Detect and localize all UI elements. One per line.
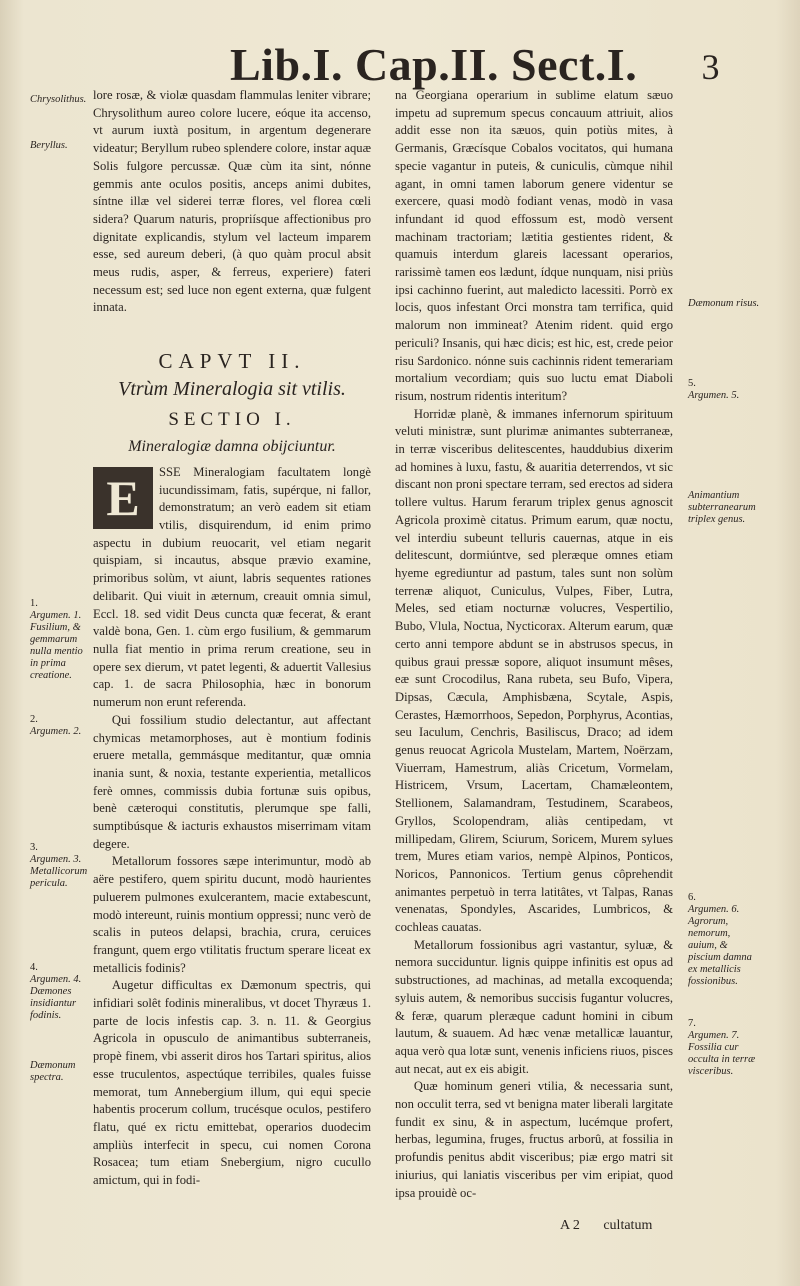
margin-note-left-6: Dæmonum spectra. xyxy=(30,1060,76,1083)
paragraph: Horridæ planè, & immanes infernorum spirituum veluti ministræ, sunt plurimæ animantes subterraneæ, in terræ visceribus delitescentes, hauddubius dixerim ad homines à luxu, fastu, & auaritia deterrendos, vt sic discant non proni spectare terram, sed erectos ad sidera tollere vultus. Harum ferarum triplex genus agnoscit Agricola proximè citatus. Primum earum, quæ noctu, vel interdiu subeunt telluris cauernas, atque in eis delitescunt, dormiúntve, sed pleræque omnes etiam hyeme egrediuntur ad pastum, tales sunt non solùm terrenæ aliquot, Cuniculus, Vulpes, Fiber, Lutra, Meles, sed etiam nocturnæ volucres, Vespertilio, Bubo, Vlula, Noctua, Nycticorax. Alterum earum, quæ certo anni tempore abdunt se in abstrusos specus, in quibus graui pressæ sopore, aliquot insumunt mêses, eæ sunt Crocodilus, Rana rubeta, seu Bufo, Vipera, Dipsas, Cæcula, Amphisbæna, Scytale, Aspis, Cerastes, Hæmorrhoos, Sepedon, Porphyrus, Acontias, seu Iaculum, Cenchris, Basiliscus, Draco; ad idem genus reuocat Agricola Mustelam, Martem, Noërzam, Viuerram, Hamestrum, aliàs Cricetum, Vormelam, Histricem, Vrsum, Lacertam, Chamæleontem, Stellionem, Salamandram, Testudinem, Scarabeos, Gryllos, Scolopendram, aliàs centipedam, vt millipedam, Glirem, Sciurum, Soricem, Murem sylues trem, Mures etiam varios, nempè Alpinos, Ponticos, Noricos, Pannonicos. Tertium genus côprehendit animantes perpetuò in terra latitâtes, vt Talpas, Ranas venenatas, Spondyles, Ascarides, Lumbricos, & cochleas cauatas. xyxy=(395,406,673,935)
chapter-question: Vtrùm Mineralogia sit vtilis. xyxy=(118,377,346,400)
margin-note-right-0: Dæmonum risus. xyxy=(688,298,760,309)
section-heading: SECTIO I. xyxy=(168,408,296,430)
margin-note-left-3: 2. Argumen. 2. xyxy=(30,714,82,737)
margin-note-right-1: 5. Argumen. 5. xyxy=(688,378,740,401)
margin-note-left-5: 4. Argumen. 4. Dæmones insidiantur fodinis. xyxy=(30,962,82,1021)
left-column xyxy=(93,87,371,1190)
signature-mark: A 2 xyxy=(560,1218,580,1233)
paragraph: Augetur difficultas ex Dæmonum spectris, qui infidiari solêt fodinis mineralibus, vt docet Thyræus 1. parte de locis infestis cap. 3. n. 11. & Georgius Agricola in opusculo de animantibus subterraneis, propè finem, vbi asserit diros hos Tartari spiritus, alios esse truculentos, aspectúque terribiles, quales fuisse memorat, tum Annebergium illum, qui equi specie habentis procerum collum, trucésque oculos, pestifero flatu, qué ex rictu emittebat, operarios duodecim ampliùs interfecit in specu, cui nomen Corona Rosacea; tum etiam Snebergium, nigro cucullo amictum, qui in fodi- xyxy=(93,978,371,1188)
paragraph: Qui fossilium studio delectantur, aut affectant chymicas metamorphoses, aut è montium fodinis eruere metalla, gemmásque meditantur, quæ omnia inania sunt, & noxia, testante experientia, metallicos ferè omnes, commissis dubia fortunæ suis opibus, benè cæteroqui constitutis, plerumque spe falli, sumptibúsque & iacturis exhaustos miserrimam vitam degere. xyxy=(93,712,371,851)
paragraph: E SSE Mineralogiam facultatem longè iucundissimam, fatis, supérque, ni fallor, demonstratum; an verò eadem sit etiam vtilis, disquirendum, id enim primo aspectu in dubium reuocarit, vel etiam negarit quispiam, si incautus, absque prævio examine, primoribus solùm, vt aiunt, labris sequentes rationes delibarit. Qui viuit in æternum, creauit omnia simul, Eccl. 18. sed vidit Deus cuncta quæ fecerat, & erant valdè bona, Gen. 1. cùm ergo fusilium, & gemmarum nulla fiat mentio in prima rerum creatione, seu in opere sex dierum, vt patet legenti, & aduertit Vallesius cap. 1. de sacra Philosophia, hæc in bonorum numerum non erunt referenda. xyxy=(93,464,371,710)
margin-note-left-1: Beryllus. xyxy=(30,140,68,151)
margin-note-right-4: 7. Argumen. 7. Fossilia cur occulta in terræ visceribus. xyxy=(688,1018,756,1077)
paragraph: Metallorum fossionibus agri vastantur, syluæ, & nemora succiduntur. lignis quippe infinitis est opus ad substructiones, ad machinas, ad metalla excoquenda; syluis autem, & nemoribus succisis fugantur volucres, & feræ, quarum pleræque cadunt homini in cibum lautum, & suauem. Ad hæc venæ metallicæ lauantur, aqua verò qua lotæ sunt, venenis inficiens riuos, pisces aut necat, aut ex eis abigit. xyxy=(395,937,673,1076)
margin-note-right-2: Animantium subterranearum triplex genus. xyxy=(688,490,756,525)
drop-capital: E xyxy=(93,467,153,529)
page-footer xyxy=(560,1218,730,1234)
running-header xyxy=(230,38,750,91)
margin-note-right-3: 6. Argumen. 6. Agrorum, nemorum, auium, & piscium damna ex metallicis fossionibus. xyxy=(688,892,752,987)
margin-note-left-0: Chrysolithus. xyxy=(30,94,87,105)
header-title: Lib.I. Cap.II. Sect.I. xyxy=(230,39,638,90)
margin-note-left-4: 3. Argumen. 3. Metallicorum pericula. xyxy=(30,842,88,889)
page-number: 3 xyxy=(701,47,720,87)
chapter-heading: CAPVT II. xyxy=(158,349,306,374)
paragraph: na Georgiana operarium in sublime elatum sæuo impetu ad supremum specus concauum attriuit, alios addit esse non ita sæuos, quin potiùs mites, à Germanis, Græcísque Cobalos vocitatos, qui humana specie vagantur in puteis, & cuniculis, cùmque nihil agant, in omni tamen laborum genere videntur se exercere, quasi modò fodiant venas, modò in vasa infundant id quod effossum est, modò versent machinam tractoriam; lætitia gestientes rident, & quamuis interdum glareis lacessant operarios, rarissimè tamen eos lædunt, ídque nunquam, nisi priùs ipsi cachinno fuerint, aut maledicto lacessiti. Porrò ex locis, quos infestant Orci monstra tam terrifica, quid malorum non immineat? Atenim rident. quid ergo periculi? Insanis, qui hæc dicis; est hic, est, crede peior risu Sardonico. nónne suis cachinnis rident temerariam mortalium vecordiam; quis suo luctu emat Diaboli risum, nostrum ridentis interitum? xyxy=(395,88,673,403)
right-column xyxy=(395,87,673,1202)
paragraph: lore rosæ, & violæ quasdam flammulas leniter vibrare; Chrysolithum aureo colore lucere, eóque ita accenso, vt aurum iuxtà positum, in argentum degenerare videatur; Beryllum rubeo splendere colore, instar aquæ Solis fulgore percussæ. Quæ cùm ita sint, nónne gemmis ante oculos positis, anceps animi dubites, síntne illæ vel siderei terræ flores, vel florea cœli sidera? Quarum naturis, propriísque affectionibus pro dignitate explicandis, stylum vel lacteum imparem esse, sed aureum deberi, (à quo quàm procul absit meus rudis, asper, & ferreus, experiere) fateri necessum est; sed luce non egent externa, quæ fulgent innata. xyxy=(93,88,371,315)
paragraph: Metallorum fossores sæpe interimuntur, modò ab aëre pestifero, quem spiritu ducunt, modò haurientes puluerem pulmones exulcerantem, macie extabescunt, modò intereunt, ruinis montium oppressi; nunc verò de scalis in puteos delapsi, brachia, crura, ceruices frangunt, quem ergo vtilitatis fructum sperare liceat ex metallicis fodinis? xyxy=(93,854,371,975)
section-subtitle: Mineralogiæ damna obijciuntur. xyxy=(128,438,336,456)
catchword: cultatum xyxy=(603,1218,653,1233)
margin-note-left-2: 1. Argumen. 1. Fusilium, & gemmarum nulla mentio in prima creatione. xyxy=(30,598,83,681)
paragraph: Quæ hominum generi vtilia, & necessaria sunt, non occulit terra, sed vt benigna mater liberali largitate fundit ex sinu, & in aspectum, lucémque profert, herbas, legumina, fruges, fructus arborû, at fossilia in profundis penitus abdit visceribus; piæ ergo matri sit iniurius, qui laniatis visceribus per vim eripiat, quod ipsa prouidè oc- xyxy=(395,1079,673,1200)
